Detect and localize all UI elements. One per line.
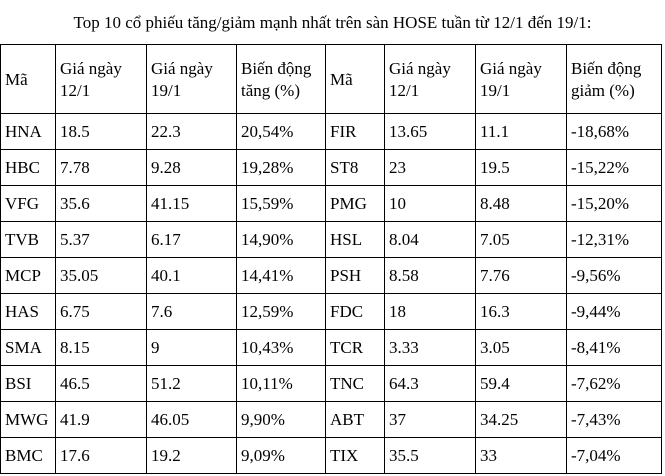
table-row <box>1 366 662 402</box>
gain-code-cell: HBC <box>1 150 56 186</box>
gain-price-end-cell: 41.15 <box>147 186 237 222</box>
table-row <box>1 258 662 294</box>
table-row <box>1 438 662 474</box>
gain-price-start-cell: 41.9 <box>56 402 147 438</box>
loss-price-end-cell: 59.4 <box>476 366 567 402</box>
gain-change-cell: 14,41% <box>237 258 326 294</box>
loss-price-end-cell: 34.25 <box>476 402 567 438</box>
loss-code-cell: TIX <box>326 438 385 474</box>
table-row <box>1 294 662 330</box>
table-row <box>1 150 662 186</box>
loss-price-end-cell: 33 <box>476 438 567 474</box>
loss-change-cell: -9,56% <box>567 258 662 294</box>
gain-price-start-cell: 18.5 <box>56 114 147 150</box>
loss-change-cell: -12,31% <box>567 222 662 258</box>
gain-change-cell: 10,43% <box>237 330 326 366</box>
loss-price-start-cell: 64.3 <box>385 366 476 402</box>
header-loss-change: Biến động giảm (%) <box>567 45 662 114</box>
loss-price-start-cell: 13.65 <box>385 114 476 150</box>
loss-price-end-cell: 3.05 <box>476 330 567 366</box>
loss-change-cell: -18,68% <box>567 114 662 150</box>
loss-change-cell: -7,04% <box>567 438 662 474</box>
table-row <box>1 186 662 222</box>
loss-code-cell: TNC <box>326 366 385 402</box>
loss-price-end-cell: 7.05 <box>476 222 567 258</box>
gain-code-cell: BMC <box>1 438 56 474</box>
gain-price-start-cell: 7.78 <box>56 150 147 186</box>
loss-code-cell: TCR <box>326 330 385 366</box>
loss-price-end-cell: 11.1 <box>476 114 567 150</box>
loss-price-end-cell: 8.48 <box>476 186 567 222</box>
gain-code-cell: HAS <box>1 294 56 330</box>
loss-code-cell: HSL <box>326 222 385 258</box>
gain-price-start-cell: 17.6 <box>56 438 147 474</box>
header-gain-code: Mã <box>1 45 56 114</box>
gain-code-cell: MWG <box>1 402 56 438</box>
gain-code-cell: SMA <box>1 330 56 366</box>
loss-code-cell: PMG <box>326 186 385 222</box>
loss-price-start-cell: 23 <box>385 150 476 186</box>
header-gain-price-end: Giá ngày 19/1 <box>147 45 237 114</box>
loss-price-start-cell: 8.58 <box>385 258 476 294</box>
header-loss-code: Mã <box>326 45 385 114</box>
gain-code-cell: MCP <box>1 258 56 294</box>
loss-price-end-cell: 19.5 <box>476 150 567 186</box>
gain-code-cell: BSI <box>1 366 56 402</box>
loss-price-start-cell: 18 <box>385 294 476 330</box>
loss-code-cell: FIR <box>326 114 385 150</box>
loss-price-start-cell: 10 <box>385 186 476 222</box>
loss-change-cell: -9,44% <box>567 294 662 330</box>
gain-price-start-cell: 8.15 <box>56 330 147 366</box>
header-gain-price-start: Giá ngày 12/1 <box>56 45 147 114</box>
loss-change-cell: -15,22% <box>567 150 662 186</box>
gain-price-end-cell: 19.2 <box>147 438 237 474</box>
loss-change-cell: -8,41% <box>567 330 662 366</box>
gain-change-cell: 19,28% <box>237 150 326 186</box>
gain-price-end-cell: 7.6 <box>147 294 237 330</box>
loss-price-start-cell: 35.5 <box>385 438 476 474</box>
header-loss-price-start: Giá ngày 12/1 <box>385 45 476 114</box>
loss-code-cell: ST8 <box>326 150 385 186</box>
table-row <box>1 222 662 258</box>
gain-change-cell: 20,54% <box>237 114 326 150</box>
loss-price-start-cell: 8.04 <box>385 222 476 258</box>
gain-price-end-cell: 51.2 <box>147 366 237 402</box>
table-header-row <box>1 45 662 114</box>
gain-price-start-cell: 6.75 <box>56 294 147 330</box>
loss-price-end-cell: 7.76 <box>476 258 567 294</box>
loss-code-cell: PSH <box>326 258 385 294</box>
gain-price-start-cell: 35.05 <box>56 258 147 294</box>
gain-code-cell: HNA <box>1 114 56 150</box>
table-row <box>1 330 662 366</box>
stock-movers-table <box>0 44 662 474</box>
loss-change-cell: -15,20% <box>567 186 662 222</box>
table-row <box>1 114 662 150</box>
loss-change-cell: -7,62% <box>567 366 662 402</box>
document-title: Top 10 cổ phiếu tăng/giảm mạnh nhất trên sàn HOSE tuần từ 12/1 đến 19/1: <box>73 13 592 32</box>
gain-change-cell: 12,59% <box>237 294 326 330</box>
gain-price-end-cell: 9 <box>147 330 237 366</box>
table-row <box>1 402 662 438</box>
gain-price-start-cell: 5.37 <box>56 222 147 258</box>
loss-code-cell: FDC <box>326 294 385 330</box>
gain-change-cell: 9,90% <box>237 402 326 438</box>
gain-price-start-cell: 46.5 <box>56 366 147 402</box>
gain-change-cell: 15,59% <box>237 186 326 222</box>
gain-price-end-cell: 22.3 <box>147 114 237 150</box>
loss-code-cell: ABT <box>326 402 385 438</box>
gain-price-end-cell: 40.1 <box>147 258 237 294</box>
gain-price-end-cell: 46.05 <box>147 402 237 438</box>
header-loss-price-end: Giá ngày 19/1 <box>476 45 567 114</box>
loss-price-start-cell: 37 <box>385 402 476 438</box>
gain-code-cell: TVB <box>1 222 56 258</box>
gain-change-cell: 14,90% <box>237 222 326 258</box>
gain-price-end-cell: 9.28 <box>147 150 237 186</box>
gain-price-end-cell: 6.17 <box>147 222 237 258</box>
loss-change-cell: -7,43% <box>567 402 662 438</box>
gain-change-cell: 10,11% <box>237 366 326 402</box>
loss-price-start-cell: 3.33 <box>385 330 476 366</box>
gain-code-cell: VFG <box>1 186 56 222</box>
loss-price-end-cell: 16.3 <box>476 294 567 330</box>
gain-price-start-cell: 35.6 <box>56 186 147 222</box>
header-gain-change: Biến động tăng (%) <box>237 45 326 114</box>
gain-change-cell: 9,09% <box>237 438 326 474</box>
